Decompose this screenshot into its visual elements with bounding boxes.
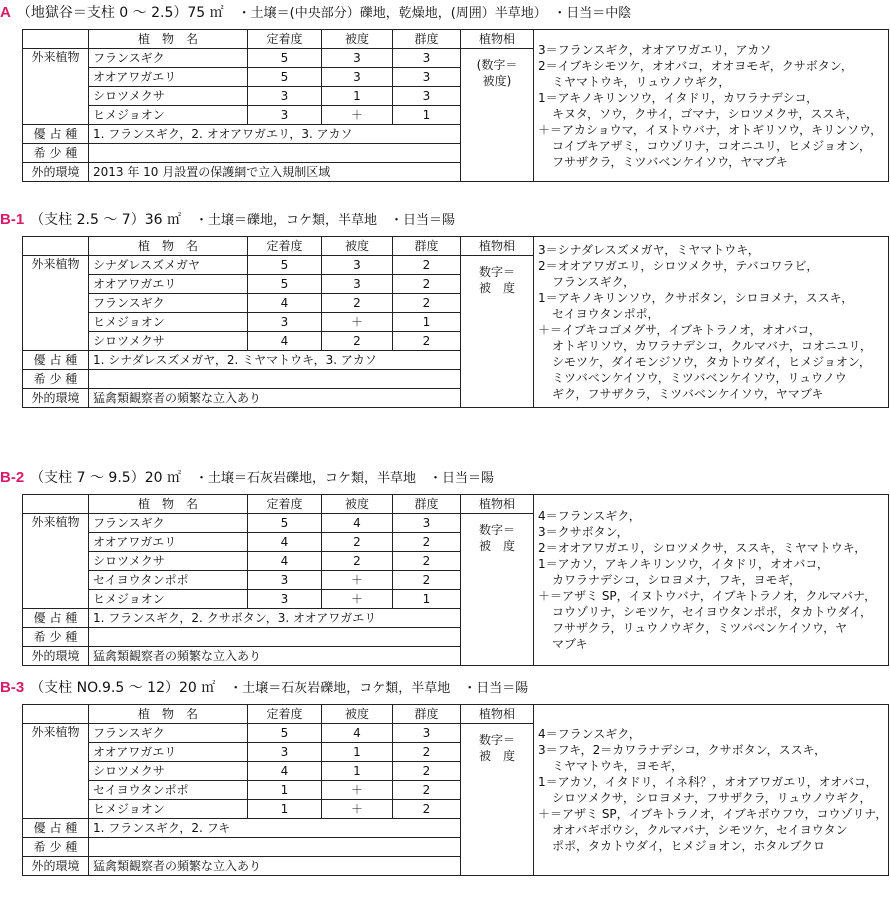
flora-note-line: コイブキアザミ，コウゾリナ，コオニユリ，ヒメジョオン， bbox=[552, 138, 871, 153]
flora-note-line: シモツケ，ダイモンジソウ，タカトウダイ，ヒメジョオン， bbox=[552, 355, 871, 369]
section-conditions: ・土壌＝礫地，コケ類，半草地 ・日当＝陽 bbox=[194, 213, 455, 228]
flora-notes bbox=[534, 495, 889, 666]
species-hido: 2 bbox=[322, 332, 393, 351]
header-teichaku: 定着度 bbox=[248, 705, 322, 724]
flora-note-line: ＋＝アカショウマ，イヌトウバナ，オトギリソウ，キリンソウ， bbox=[538, 122, 883, 137]
header-teichaku: 定着度 bbox=[248, 237, 322, 256]
flora-key-line2: 被 度 bbox=[478, 281, 515, 295]
section-conditions: ・土壌＝(中央部分）礫地，乾燥地，(周囲）半草地） ・日当＝中陰 bbox=[237, 6, 632, 21]
label-kisho: 希 少 種 bbox=[23, 370, 89, 389]
species-hido: 4 bbox=[322, 724, 393, 743]
label-kisho: 希 少 種 bbox=[23, 144, 89, 163]
header-hido: 被度 bbox=[322, 30, 393, 49]
label-kankyo: 外的環境 bbox=[23, 647, 89, 666]
section-heading bbox=[0, 678, 528, 698]
species-name: セイヨウタンポポ bbox=[89, 781, 248, 800]
species-gundo: 3 bbox=[393, 68, 461, 87]
species-teichaku: 1 bbox=[248, 800, 322, 819]
yusen-value: 1. シナダレスズメガヤ，2. ミヤマトウキ，3. アカソ bbox=[89, 351, 461, 370]
header-plant-name: 植 物 名 bbox=[89, 495, 248, 514]
species-hido: ＋ bbox=[322, 313, 393, 332]
section-conditions: ・土壌＝石灰岩礫地，コケ類，半草地 ・日当＝陽 bbox=[229, 681, 529, 696]
species-name: シロツメクサ bbox=[89, 762, 248, 781]
flora-note-line: ポポ，タカトウダイ，ヒメジョオン，ホタルブクロ bbox=[552, 839, 826, 853]
species-teichaku: 3 bbox=[248, 87, 322, 106]
flora-note-line: ミヤマトウキ，リュウノウギク， bbox=[552, 74, 731, 89]
flora-note-line: セイヨウタンポポ， bbox=[552, 307, 660, 321]
flora-note-line: フサザクラ，ミツバベンケイソウ，ヤマブキ bbox=[552, 154, 788, 169]
species-teichaku: 3 bbox=[248, 106, 322, 125]
section-id: B-3 bbox=[0, 679, 25, 696]
kisho-value bbox=[89, 144, 461, 163]
species-teichaku: 4 bbox=[248, 552, 322, 571]
species-hido: 3 bbox=[322, 256, 393, 275]
header-blank bbox=[23, 30, 89, 49]
section-conditions: ・土壌＝石灰岩礫地，コケ類，半草地 ・日当＝陽 bbox=[194, 471, 494, 486]
flora-key-line1: (数字＝ bbox=[476, 58, 518, 72]
flora-note-line: ＋＝アザミ SP，イヌトウバナ，イブキトラノオ，クルマバナ， bbox=[538, 589, 877, 603]
flora-note-line: 1＝アキノキリンソウ，クサボタン，シロヨメナ，ススキ， bbox=[538, 291, 854, 305]
header-teichaku: 定着度 bbox=[248, 30, 322, 49]
label-kankyo: 外的環境 bbox=[23, 163, 89, 182]
species-gundo: 2 bbox=[393, 256, 461, 275]
species-name: シロツメクサ bbox=[89, 87, 248, 106]
flora-key-line1: 数字＝ bbox=[478, 523, 515, 537]
header-flora: 植物相 bbox=[461, 705, 534, 724]
survey-table bbox=[22, 704, 889, 876]
header-gundo: 群度 bbox=[393, 705, 461, 724]
label-kankyo: 外的環境 bbox=[23, 857, 89, 876]
species-name: ヒメジョオン bbox=[89, 590, 248, 609]
species-gundo: 2 bbox=[393, 800, 461, 819]
survey-table bbox=[22, 494, 889, 666]
species-gundo: 1 bbox=[393, 106, 461, 125]
flora-note-line: フサザクラ，リュウノウギク，ミツバベンケイソウ，ヤ bbox=[552, 621, 848, 635]
section-heading bbox=[0, 468, 494, 488]
species-name: シロツメクサ bbox=[89, 332, 248, 351]
species-name: オオアワガエリ bbox=[89, 275, 248, 294]
yusen-value: 1. フランスギク，2. オオアワガエリ，3. アカソ bbox=[89, 125, 461, 144]
species-gundo: 2 bbox=[393, 781, 461, 800]
flora-note-line: シロツメクサ，シロヨメナ，フサザクラ，リュウノウギク， bbox=[552, 791, 872, 805]
flora-key bbox=[461, 49, 534, 182]
flora-note-line: ミツバベンケイソウ，ミツバベンケイソウ，リュウノウ bbox=[552, 371, 847, 385]
species-hido: ＋ bbox=[322, 106, 393, 125]
kisho-value bbox=[89, 628, 461, 647]
species-hido: 1 bbox=[322, 87, 393, 106]
flora-key-line2: 被 度 bbox=[478, 749, 515, 763]
species-teichaku: 5 bbox=[248, 724, 322, 743]
section-title: （支柱 7 〜 9.5）20 ㎡ bbox=[30, 470, 181, 486]
flora-note-line: フランスギク， bbox=[552, 275, 636, 289]
label-kankyo: 外的環境 bbox=[23, 389, 89, 408]
yusen-value: 1. フランスギク，2. フキ bbox=[89, 819, 461, 838]
flora-note-line: キヌタ，ソウ，クサイ，ゴマナ，シロツメクサ，ススキ， bbox=[552, 106, 858, 121]
flora-note-line: 4＝フランスギク， bbox=[538, 727, 641, 741]
species-teichaku: 5 bbox=[248, 514, 322, 533]
species-name: ヒメジョオン bbox=[89, 800, 248, 819]
species-name: セイヨウタンポポ bbox=[89, 571, 248, 590]
header-hido: 被度 bbox=[322, 237, 393, 256]
header-hido: 被度 bbox=[322, 705, 393, 724]
species-teichaku: 1 bbox=[248, 781, 322, 800]
header-plant-name: 植 物 名 bbox=[89, 705, 248, 724]
species-name: オオアワガエリ bbox=[89, 533, 248, 552]
species-name: フランスギク bbox=[89, 514, 248, 533]
species-gundo: 1 bbox=[393, 313, 461, 332]
header-teichaku: 定着度 bbox=[248, 495, 322, 514]
species-gundo: 2 bbox=[393, 275, 461, 294]
flora-note-line: ミヤマトウキ，ヨモギ， bbox=[552, 759, 684, 773]
flora-note-line: オオバギボウシ，クルマバナ，シモツケ，セイヨウタン bbox=[552, 823, 848, 837]
species-gundo: 2 bbox=[393, 743, 461, 762]
species-hido: ＋ bbox=[322, 781, 393, 800]
label-kisho: 希 少 種 bbox=[23, 628, 89, 647]
label-yusen: 優 占 種 bbox=[23, 125, 89, 144]
flora-note-line: オトギリソウ，カワラナデシコ，クルマバナ，コオニユリ， bbox=[552, 339, 872, 353]
species-name: ヒメジョオン bbox=[89, 313, 248, 332]
species-name: ヒメジョオン bbox=[89, 106, 248, 125]
flora-key-line1: 数字＝ bbox=[478, 733, 515, 747]
flora-note-line: ギク，フサザクラ，ミツバベンケイソウ，ヤマブキ bbox=[552, 387, 824, 401]
header-gundo: 群度 bbox=[393, 237, 461, 256]
species-gundo: 2 bbox=[393, 294, 461, 313]
species-hido: 3 bbox=[322, 68, 393, 87]
species-gundo: 2 bbox=[393, 552, 461, 571]
label-yusen: 優 占 種 bbox=[23, 819, 89, 838]
table-header-row bbox=[23, 495, 889, 514]
flora-note-line: 1＝アキノキリンソウ，イタドリ，カワラナデシコ， bbox=[538, 90, 819, 105]
kisho-value bbox=[89, 370, 461, 389]
flora-note-line: 4＝フランスギク， bbox=[538, 509, 641, 523]
flora-note-line: マブキ bbox=[552, 637, 588, 651]
header-gundo: 群度 bbox=[393, 30, 461, 49]
species-teichaku: 5 bbox=[248, 49, 322, 68]
header-plant-name: 植 物 名 bbox=[89, 237, 248, 256]
species-name: フランスギク bbox=[89, 294, 248, 313]
flora-notes bbox=[534, 705, 889, 876]
species-teichaku: 4 bbox=[248, 533, 322, 552]
kankyo-value: 2013 年 10 月設置の保護網で立入規制区域 bbox=[89, 163, 461, 182]
flora-note-line: 2＝イブキシモツケ，オオバコ，オオヨモギ，クサボタン， bbox=[538, 58, 853, 73]
species-teichaku: 3 bbox=[248, 743, 322, 762]
yusen-value: 1. フランスギク，2. クサボタン，3. オオアワガエリ bbox=[89, 609, 461, 628]
header-flora: 植物相 bbox=[461, 495, 534, 514]
species-hido: ＋ bbox=[322, 800, 393, 819]
section-heading bbox=[0, 210, 455, 230]
header-blank bbox=[23, 237, 89, 256]
species-teichaku: 5 bbox=[248, 275, 322, 294]
flora-notes bbox=[534, 237, 889, 408]
header-hido: 被度 bbox=[322, 495, 393, 514]
species-gundo: 2 bbox=[393, 332, 461, 351]
section-id: B-2 bbox=[0, 469, 25, 486]
species-hido: 4 bbox=[322, 514, 393, 533]
kankyo-value: 猛禽類観察者の頻繁な立入あり bbox=[89, 857, 461, 876]
flora-key-line1: 数字＝ bbox=[478, 265, 515, 279]
flora-key bbox=[461, 514, 534, 666]
flora-note-line: ＋＝イブキコゴメグサ，イブキトラノオ，オオバコ， bbox=[538, 323, 821, 337]
species-gundo: 1 bbox=[393, 590, 461, 609]
flora-note-line: カワラナデシコ，シロヨメナ，フキ，ヨモギ， bbox=[552, 573, 802, 587]
flora-note-line: コウゾリナ，シモツケ，セイヨウタンポポ，タカトウダイ， bbox=[552, 605, 873, 619]
species-teichaku: 3 bbox=[248, 313, 322, 332]
flora-note-line: 2＝オオアワガエリ，シロツメクサ，ススキ，ミヤマトウキ， bbox=[538, 541, 867, 555]
species-hido: ＋ bbox=[322, 590, 393, 609]
label-yusen: 優 占 種 bbox=[23, 351, 89, 370]
header-flora: 植物相 bbox=[461, 237, 534, 256]
flora-note-line: 3＝フキ，2＝カワラナデシコ，クサボタン，ススキ， bbox=[538, 743, 827, 757]
flora-key-line2: 被 度 bbox=[478, 539, 515, 553]
survey-table bbox=[22, 29, 889, 182]
species-gundo: 2 bbox=[393, 533, 461, 552]
species-name: シナダレスズメガヤ bbox=[89, 256, 248, 275]
species-hido: 3 bbox=[322, 49, 393, 68]
label-gairai: 外来植物 bbox=[23, 256, 89, 351]
species-teichaku: 4 bbox=[248, 332, 322, 351]
flora-note-line: 2＝オオアワガエリ，シロツメクサ，テバコワラビ， bbox=[538, 259, 819, 273]
label-gairai: 外来植物 bbox=[23, 514, 89, 609]
header-flora: 植物相 bbox=[461, 30, 534, 49]
header-blank bbox=[23, 705, 89, 724]
kankyo-value: 猛禽類観察者の頻繁な立入あり bbox=[89, 647, 461, 666]
label-yusen: 優 占 種 bbox=[23, 609, 89, 628]
species-name: フランスギク bbox=[89, 49, 248, 68]
header-plant-name: 植 物 名 bbox=[89, 30, 248, 49]
species-teichaku: 4 bbox=[248, 762, 322, 781]
flora-notes bbox=[534, 30, 889, 182]
section-id: B-1 bbox=[0, 211, 25, 228]
species-teichaku: 3 bbox=[248, 571, 322, 590]
flora-key bbox=[461, 724, 534, 876]
species-hido: 2 bbox=[322, 533, 393, 552]
species-hido: 1 bbox=[322, 762, 393, 781]
species-hido: 1 bbox=[322, 743, 393, 762]
species-teichaku: 3 bbox=[248, 590, 322, 609]
species-hido: 2 bbox=[322, 294, 393, 313]
species-teichaku: 4 bbox=[248, 294, 322, 313]
species-name: シロツメクサ bbox=[89, 552, 248, 571]
species-gundo: 3 bbox=[393, 87, 461, 106]
kankyo-value: 猛禽類観察者の頻繁な立入あり bbox=[89, 389, 461, 408]
section-title: （支柱 2.5 〜 7）36 ㎡ bbox=[30, 212, 181, 228]
flora-note-line: ＋＝アザミ SP，イブキトラノオ，イブキボウフウ，コウゾリナ， bbox=[538, 807, 888, 821]
species-gundo: 3 bbox=[393, 724, 461, 743]
species-gundo: 3 bbox=[393, 514, 461, 533]
flora-key-line2: 被度) bbox=[482, 74, 512, 88]
species-name: オオアワガエリ bbox=[89, 68, 248, 87]
section-id: A bbox=[0, 4, 11, 21]
table-header-row bbox=[23, 237, 889, 256]
species-gundo: 2 bbox=[393, 762, 461, 781]
survey-table bbox=[22, 236, 889, 408]
section-title: （地獄谷＝支柱 0 〜 2.5）75 ㎡ bbox=[16, 5, 224, 21]
flora-note-line: 3＝シナダレスズメガヤ，ミヤマトウキ， bbox=[538, 243, 760, 257]
species-gundo: 3 bbox=[393, 49, 461, 68]
label-gairai: 外来植物 bbox=[23, 49, 89, 125]
label-gairai: 外来植物 bbox=[23, 724, 89, 819]
header-gundo: 群度 bbox=[393, 495, 461, 514]
table-header-row bbox=[23, 30, 889, 49]
flora-note-line: 1＝アカソ，アキノキリンソウ，イタドリ，オオバコ， bbox=[538, 557, 829, 571]
section-heading bbox=[0, 3, 631, 23]
section-title: （支柱 NO.9.5 〜 12）20 ㎡ bbox=[30, 680, 216, 696]
flora-key bbox=[461, 256, 534, 408]
table-header-row bbox=[23, 705, 889, 724]
species-name: オオアワガエリ bbox=[89, 743, 248, 762]
species-teichaku: 5 bbox=[248, 256, 322, 275]
species-hido: 2 bbox=[322, 552, 393, 571]
species-teichaku: 5 bbox=[248, 68, 322, 87]
header-blank bbox=[23, 495, 89, 514]
species-hido: ＋ bbox=[322, 571, 393, 590]
species-name: フランスギク bbox=[89, 724, 248, 743]
species-hido: 3 bbox=[322, 275, 393, 294]
label-kisho: 希 少 種 bbox=[23, 838, 89, 857]
species-gundo: 2 bbox=[393, 571, 461, 590]
flora-note-line: 1＝アカソ，イタドリ，イネ科？，オオアワガエリ，オオバコ， bbox=[538, 775, 878, 789]
flora-note-line: 3＝クサボタン， bbox=[538, 525, 629, 539]
kisho-value bbox=[89, 838, 461, 857]
flora-note-line: 3＝フランスギク，オオアワガエリ，アカソ bbox=[538, 42, 772, 57]
